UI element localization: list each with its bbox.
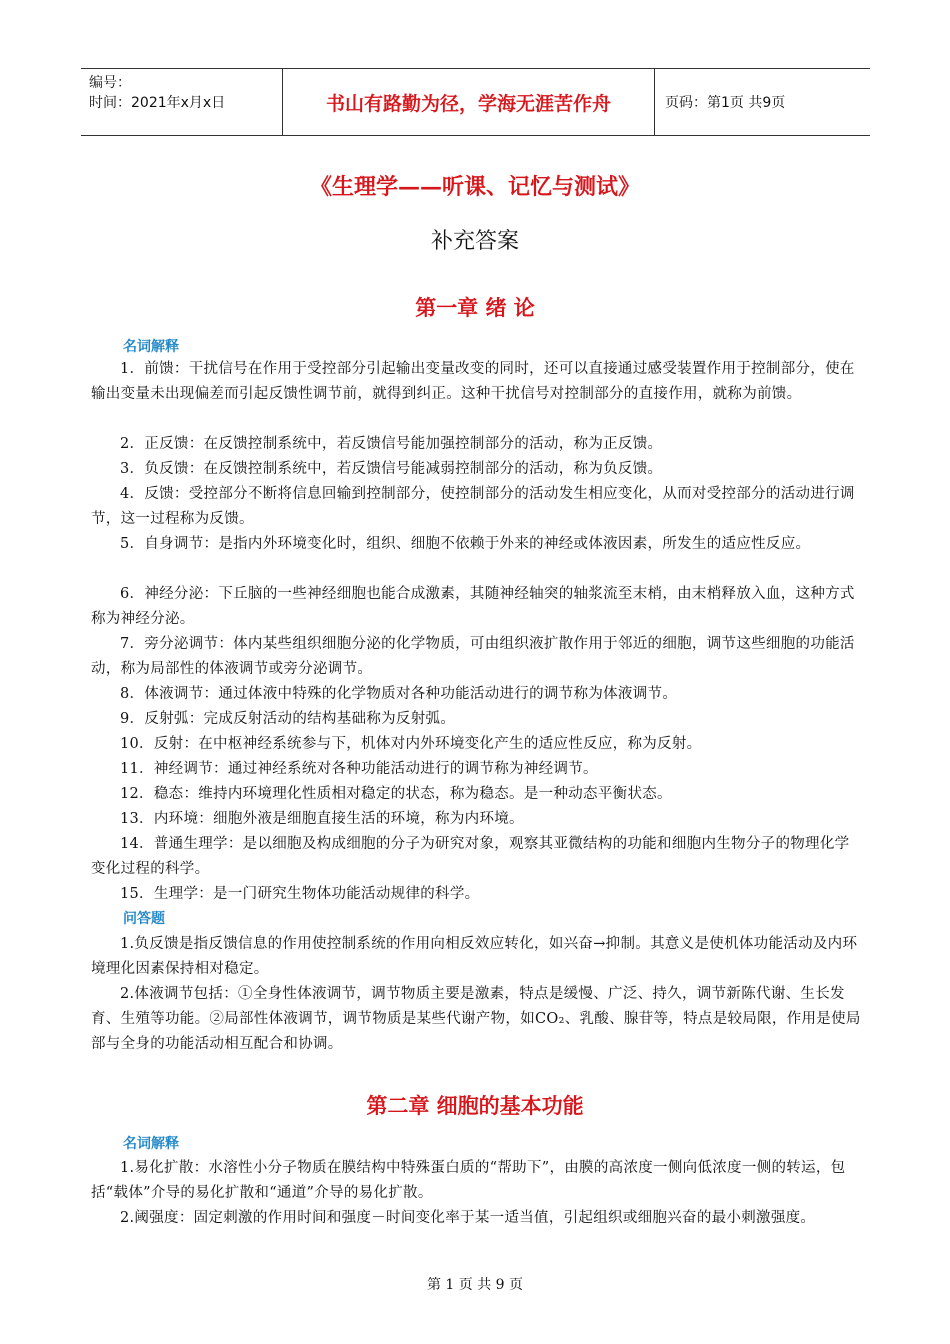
chapter2-title: 第二章 细胞的基本功能	[366, 1093, 584, 1118]
term-4: 4．反馈：受控部分不断将信息回输到控制部分，使控制部分的活动发生相应变化，从而对受控部分的活动进行调节，这一过程称为反馈。	[91, 486, 855, 527]
chapter1-qa-label: 问答题	[123, 911, 165, 927]
document-subtitle: 补充答案	[430, 229, 519, 254]
term-9: 9．反射弧：完成反射活动的结构基础称为反射弧。	[120, 711, 456, 727]
document-title: 《生理学——听课、记忆与测试》	[309, 174, 640, 200]
term-14: 14．普通生理学：是以细胞及构成细胞的分子为研究对象，观察其亚微结构的功能和细胞内生物分子的物理化学变化过程的科学。	[91, 836, 850, 877]
term-6: 6．神经分泌：下丘脑的一些神经细胞也能合成激素，其随神经轴突的轴浆流至末梢，由末梢释放入血，这种方式称为神经分泌。	[91, 586, 855, 627]
term-8: 8．体液调节：通过体液中特殊的化学物质对各种功能活动进行的调节称为体液调节。	[120, 686, 678, 702]
number-label: 编号：	[89, 75, 131, 91]
page-info: 页码：第1页 共9页	[665, 95, 786, 111]
term-13: 13．内环境：细胞外液是细胞直接生活的环境，称为内环境。	[120, 811, 524, 827]
term-1: 1．前馈：干扰信号在作用于受控部分引起输出变量改变的同时，还可以直接通过感受装置作用于控制部分，使在输出变量未出现偏差而引起反馈性调节前，就得到纠正。这种干扰信号对控制部分的直接作用，就称为前馈。	[91, 361, 855, 402]
ch2-term-1: 1.易化扩散：水溶性小分子物质在膜结构中特殊蛋白质的“帮助下”，由膜的高浓度一侧向低浓度一侧的转运，包括“载体”介导的易化扩散和“通道”介导的易化扩散。	[91, 1160, 846, 1201]
qa-1: 1.负反馈是指反馈信息的作用使控制系统的作用向相反效应转化，如兴奋→抑制。其意义是使机体功能活动及内环境理化因素保持相对稳定。	[91, 936, 858, 977]
chapter2-terms-label: 名词解释	[123, 1136, 179, 1152]
motto: 书山有路勤为径，学海无涯苦作舟	[325, 92, 611, 115]
term-10: 10．反射：在中枢神经系统参与下，机体对内外环境变化产生的适应性反应，称为反射。	[120, 736, 702, 752]
term-2: 2．正反馈：在反馈控制系统中，若反馈信号能加强控制部分的活动，称为正反馈。	[120, 436, 663, 452]
header-left-cell	[81, 69, 283, 135]
header-right-cell	[655, 69, 870, 135]
term-7: 7．旁分泌调节：体内某些组织细胞分泌的化学物质，可由组织液扩散作用于邻近的细胞，调节这些细胞的功能活动，称为局部性的体液调节或旁分泌调节。	[91, 636, 855, 677]
chapter1-terms-label: 名词解释	[123, 339, 179, 355]
term-11: 11．神经调节：通过神经系统对各种功能活动进行的调节称为神经调节。	[120, 761, 598, 777]
header-middle-cell	[283, 69, 655, 135]
time-label: 时间：2021年x月x日	[89, 95, 226, 111]
page-footer: 第 1 页 共 9 页	[426, 1277, 524, 1293]
term-15: 15．生理学：是一门研究生物体功能活动规律的科学。	[120, 886, 480, 902]
header-table	[81, 68, 870, 136]
chapter1-title: 第一章 绪 论	[415, 295, 535, 320]
term-5: 5．自身调节：是指内外环境变化时，组织、细胞不依赖于外来的神经或体液因素，所发生的适应性反应。	[120, 536, 811, 552]
term-3: 3．负反馈：在反馈控制系统中，若反馈信号能减弱控制部分的活动，称为负反馈。	[120, 461, 663, 477]
qa-2: 2.体液调节包括：①全身性体液调节，调节物质主要是激素，特点是缓慢、广泛、持久，调节新陈代谢、生长发育、生殖等功能。②局部性体液调节，调节物质是某些代谢产物，如CO₂、乳酸、腺苷等，特点是较局限，作用是使局部与全身的功能活动相互配合和协调。	[91, 986, 861, 1052]
ch2-term-2: 2.阈强度：固定刺激的作用时间和强度－时间变化率于某一适当值，引起组织或细胞兴奋的最小刺激强度。	[120, 1210, 816, 1226]
term-12: 12．稳态：维持内环境理化性质相对稳定的状态，称为稳态。是一种动态平衡状态。	[120, 786, 672, 802]
